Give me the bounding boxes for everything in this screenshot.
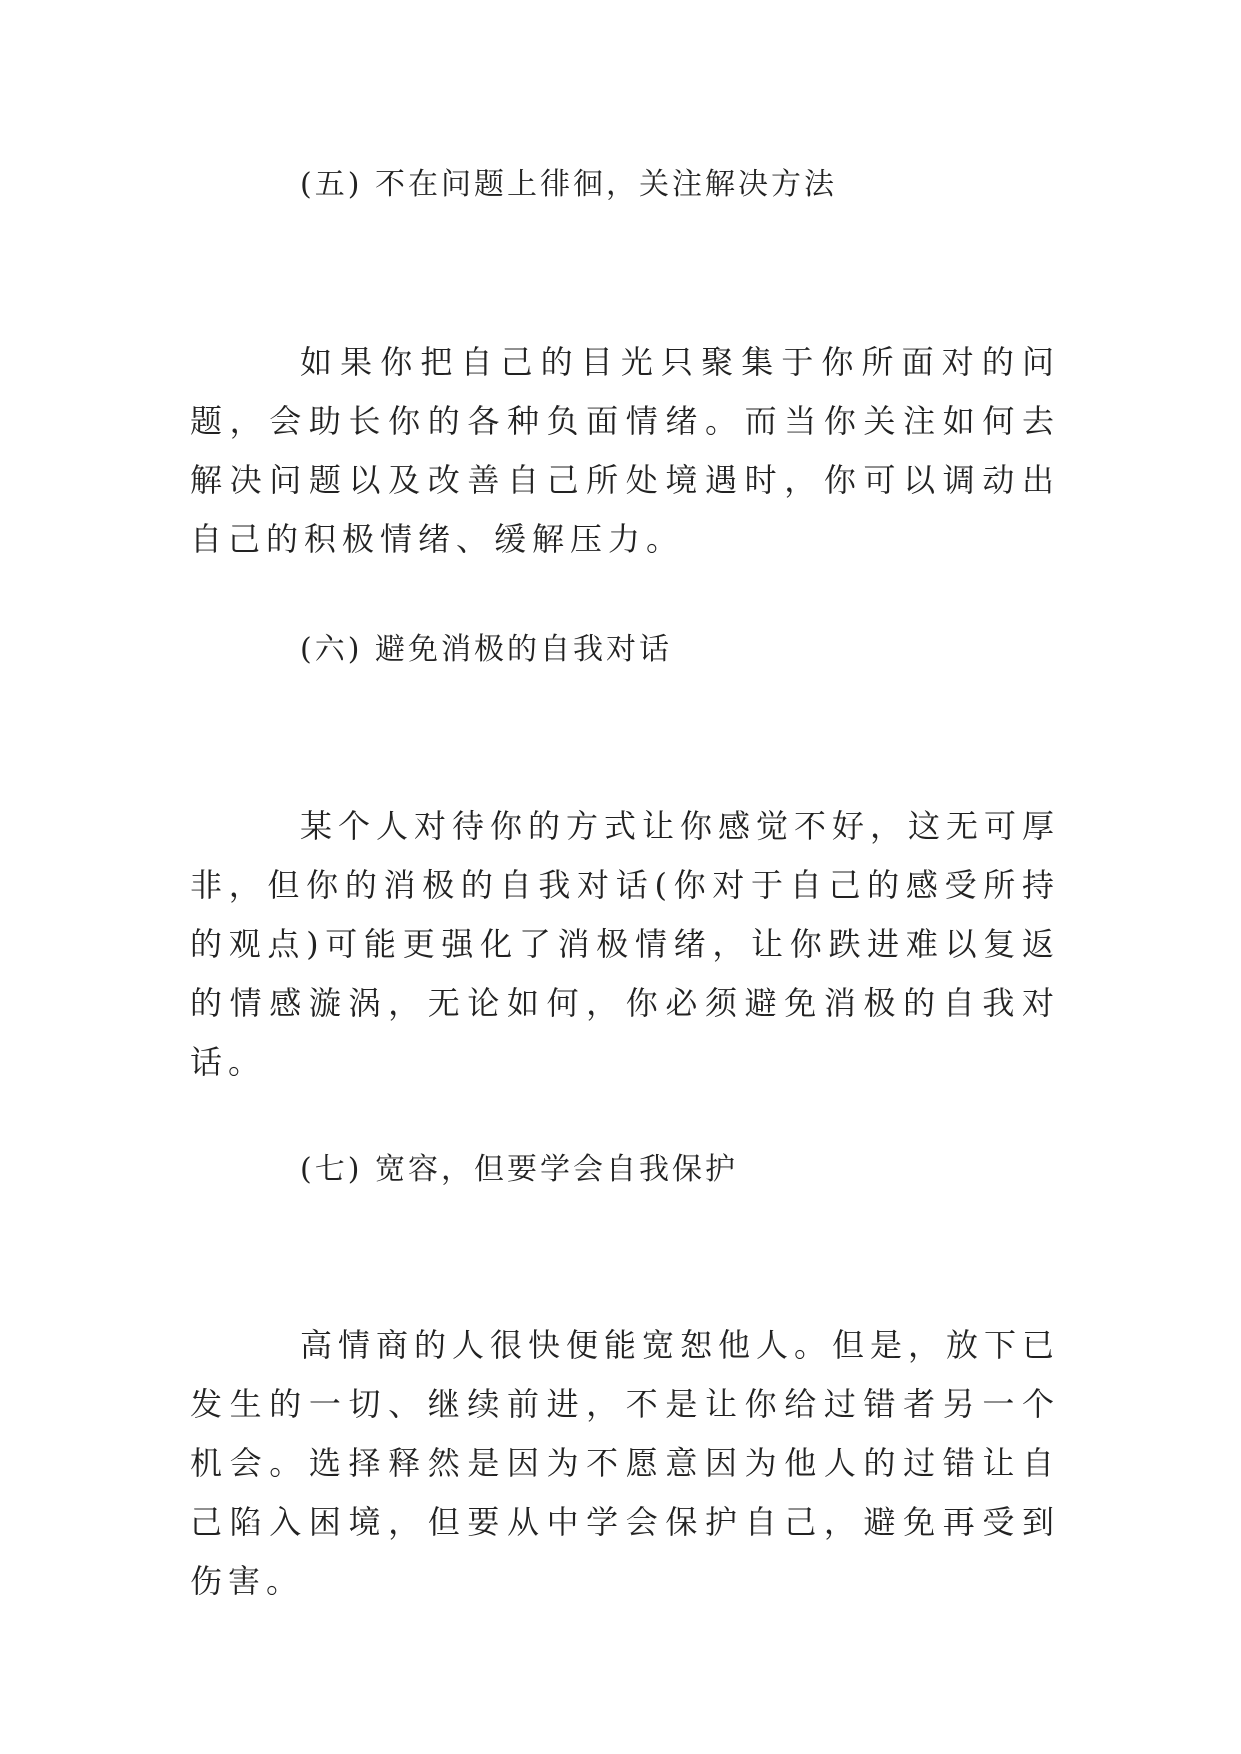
section-heading: (五) 不在问题上徘徊，关注解决方法	[300, 167, 837, 202]
section-heading: (七) 宽容，但要学会自我保护	[300, 1152, 738, 1187]
section-heading: (六) 避免消极的自我对话	[300, 632, 672, 667]
section-paragraph: 高情商的人很快便能宽恕他人。但是，放下已发生的一切、继续前进，不是让你给过错者另一个机会。选择释然是因为不愿意因为他人的过错让自己陷入困境，但要从中学会保护自己，避免再受到伤害。	[190, 1326, 1061, 1600]
section-paragraph: 某个人对待你的方式让你感觉不好，这无可厚非，但你的消极的自我对话(你对于自己的感受所持的观点)可能更强化了消极情绪，让你跌进难以复返的情感漩涡，无论如何，你必须避免消极的自我对话。	[190, 807, 1061, 1081]
section-paragraph: 如果你把自己的目光只聚集于你所面对的问题，会助长你的各种负面情绪。而当你关注如何去解决问题以及改善自己所处境遇时，你可以调动出自己的积极情绪、缓解压力。	[190, 343, 1060, 558]
